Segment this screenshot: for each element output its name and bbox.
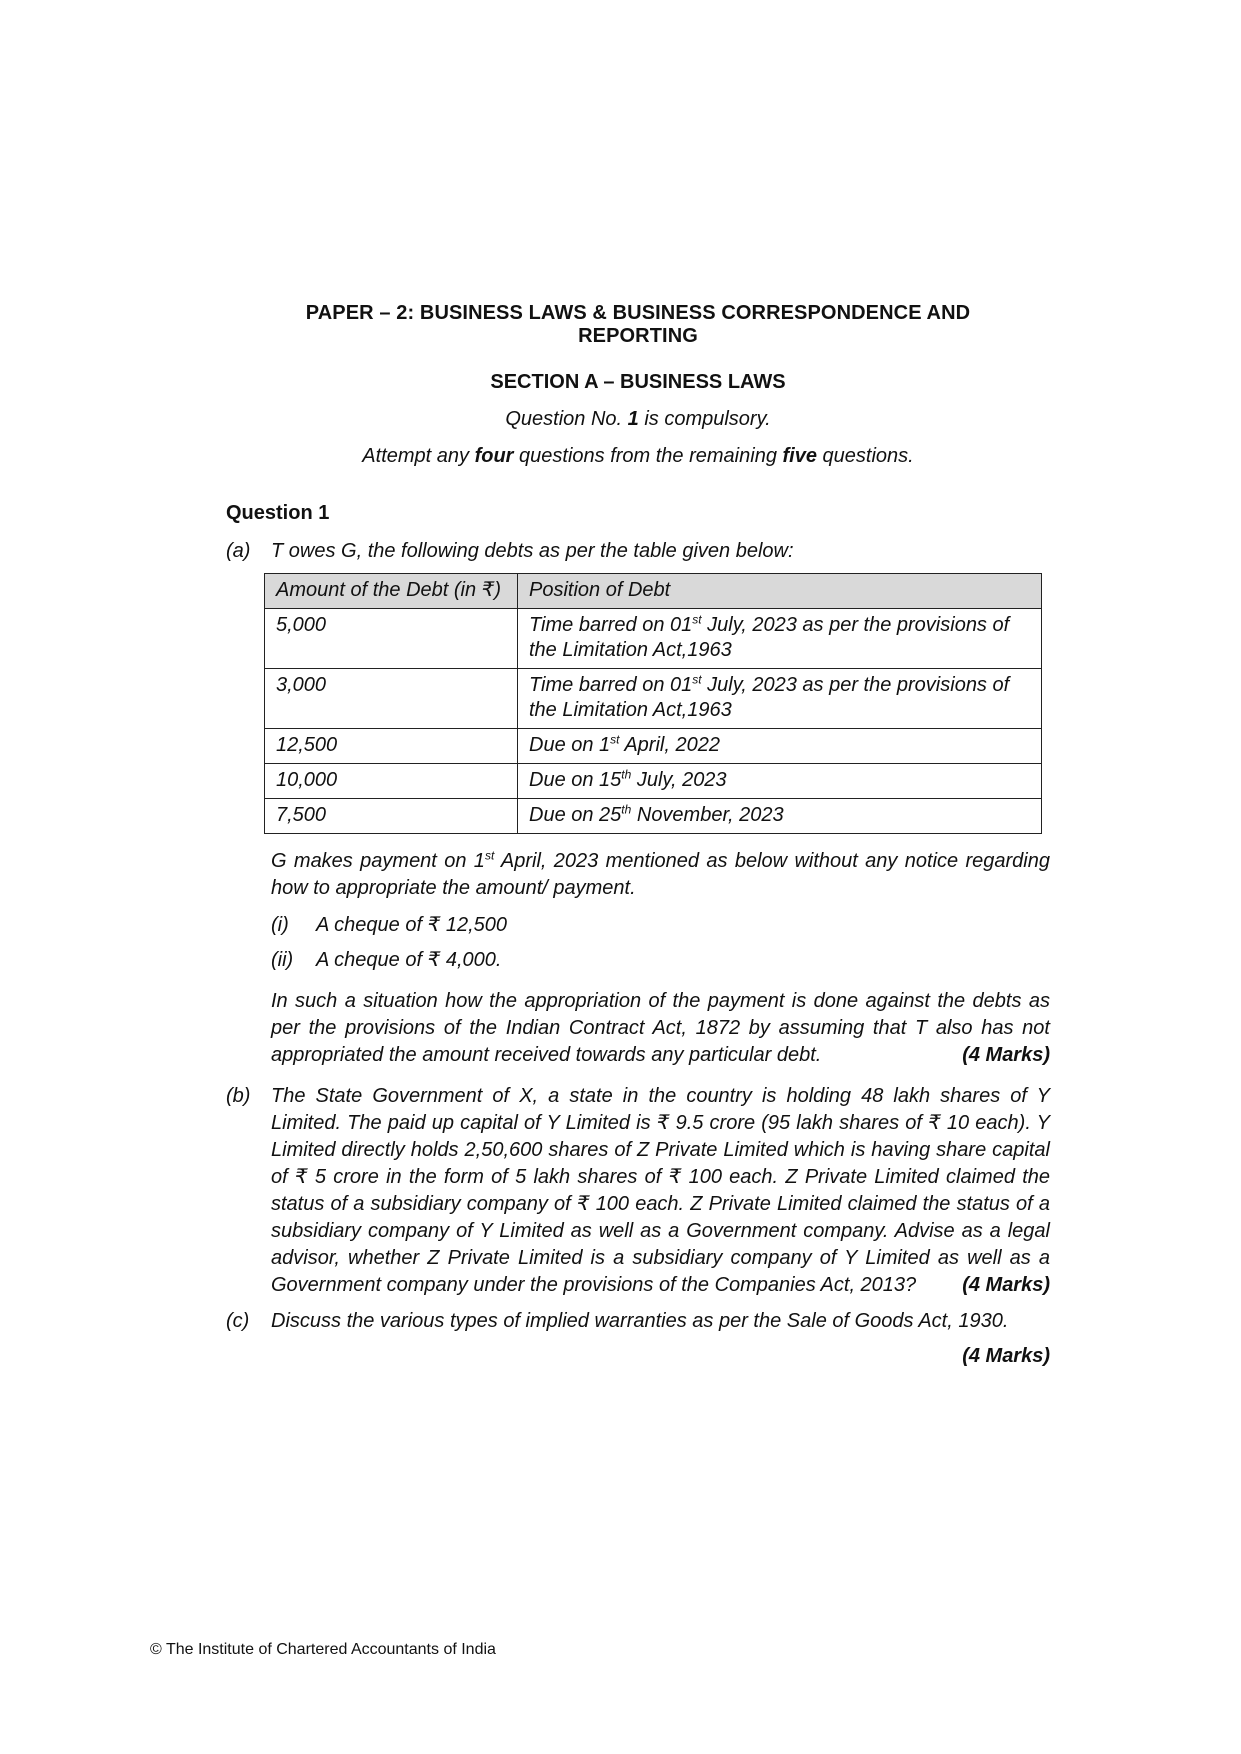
table-header-amount: Amount of the Debt (in ₹) — [265, 574, 518, 609]
cell-text: July, 2023 as per the provisions of the Limitation Act,1963 — [529, 614, 1010, 661]
table-row — [265, 669, 1042, 729]
table-cell-amount: 3,000 — [265, 669, 518, 729]
cell-sup: th — [621, 767, 632, 782]
cell-text: April, 2022 — [619, 734, 720, 756]
part-c-text: Discuss the various types of implied warranties as per the Sale of Goods Act, 1930. — [271, 1310, 1009, 1332]
table-cell-position — [518, 609, 1042, 669]
question-part-a — [226, 538, 1050, 1069]
part-a-intro: T owes G, the following debts as per the table given below: — [271, 540, 794, 562]
table-row — [265, 609, 1042, 669]
cell-sup: st — [692, 672, 702, 687]
marks-label: (4 Marks) — [962, 1044, 1050, 1066]
cell-text: November, 2023 — [631, 804, 784, 826]
table-header-position: Position of Debt — [518, 574, 1042, 609]
instruction-text: is compulsory. — [638, 408, 771, 430]
page-content — [226, 302, 1050, 1370]
closing-paragraph — [271, 988, 1050, 1069]
footer-copyright: © The Institute of Chartered Accountants of India — [150, 1641, 496, 1658]
question-part-b — [226, 1083, 1050, 1299]
marks-label: (4 Marks) — [962, 1274, 1050, 1296]
part-label: (c) — [226, 1310, 250, 1332]
instruction-text: Attempt any — [362, 445, 475, 467]
table-cell-amount: 10,000 — [265, 764, 518, 799]
table-row — [265, 729, 1042, 764]
cell-text: Due on 15 — [529, 769, 622, 791]
debt-table — [264, 573, 1042, 834]
table-row — [265, 799, 1042, 834]
instruction-bold-five: five — [782, 445, 817, 467]
part-label: (b) — [226, 1085, 251, 1107]
cell-text: Time barred on 01 — [529, 674, 693, 696]
table-header-row — [265, 574, 1042, 609]
question-part-c — [226, 1308, 1050, 1370]
table-cell-position — [518, 764, 1042, 799]
part-label: (a) — [226, 540, 251, 562]
cell-text: July, 2023 — [631, 769, 727, 791]
table-cell-amount: 12,500 — [265, 729, 518, 764]
table-cell-amount: 7,500 — [265, 799, 518, 834]
instruction-bold-four: four — [474, 445, 514, 467]
list-item-label: (ii) — [271, 949, 294, 971]
cell-text: Time barred on 01 — [529, 614, 693, 636]
payment-list — [271, 912, 1050, 974]
paragraph-text: G makes payment on 1 — [271, 850, 485, 872]
cell-sup: st — [692, 612, 702, 627]
list-item — [271, 947, 1050, 974]
paragraph-text: April, 2023 mentioned as below without any notice regarding how to appropriate the amount/ payment. — [271, 850, 1050, 899]
paper-title: PAPER – 2: BUSINESS LAWS & BUSINESS CORRESPONDENCE AND REPORTING — [305, 302, 971, 347]
cell-text: Due on 1 — [529, 734, 611, 756]
table-cell-position — [518, 799, 1042, 834]
table-cell-position — [518, 729, 1042, 764]
list-item-label: (i) — [271, 914, 289, 936]
instruction-text: questions from the remaining — [513, 445, 783, 467]
question-heading: Question 1 — [226, 502, 330, 524]
cell-text: July, 2023 as per the provisions of the Limitation Act,1963 — [529, 674, 1010, 721]
cell-sup: st — [610, 732, 620, 747]
table-cell-amount: 5,000 — [265, 609, 518, 669]
table-cell-position — [518, 669, 1042, 729]
table-row — [265, 764, 1042, 799]
part-b-text: The State Government of X, a state in the country is holding 48 lakh shares of Y Limited. The paid up capital of Y Limited is ₹ 9.5 crore (95 lakh shares of ₹ 10 each). Y Limited directly holds 2,50,600 shares of Z Private Limited which is having share capital of ₹ 5 crore in the form of 5 lakh shares of ₹ 100 each. Z Private Limited claimed the status of a subsidiary company of ₹ 100 each. Z Private Limited claimed the status of a subsidiary company of Y Limited as well as a Government company. Advise as a legal advisor, whether Z Private Limited is a subsidiary company of Y Limited as well as a Government company under the provisions of the Companies Act, 2013? — [271, 1085, 1050, 1296]
paragraph-sup: st — [484, 848, 495, 863]
closing-text: In such a situation how the appropriation of the payment is done against the debts as per the provisions of the Indian Contract Act, 1872 by assuming that T also has not appropriated the amount received towards any particular debt. — [271, 990, 1050, 1066]
part-b-paragraph — [271, 1083, 1050, 1299]
cell-sup: th — [621, 802, 632, 817]
instruction-compulsory — [248, 408, 1028, 431]
instruction-text: questions. — [816, 445, 914, 467]
instruction-bold-number: 1 — [627, 408, 639, 430]
list-item — [271, 912, 1050, 939]
marks-label: (4 Marks) — [962, 1345, 1050, 1367]
list-item-text: A cheque of ₹ 12,500 — [316, 914, 508, 936]
list-item-text: A cheque of ₹ 4,000. — [316, 949, 502, 971]
instruction-attempt — [248, 445, 1028, 468]
payment-paragraph — [271, 848, 1050, 902]
section-title: SECTION A – BUSINESS LAWS — [490, 371, 786, 393]
instruction-text: Question No. — [505, 408, 628, 430]
cell-text: Due on 25 — [529, 804, 622, 826]
